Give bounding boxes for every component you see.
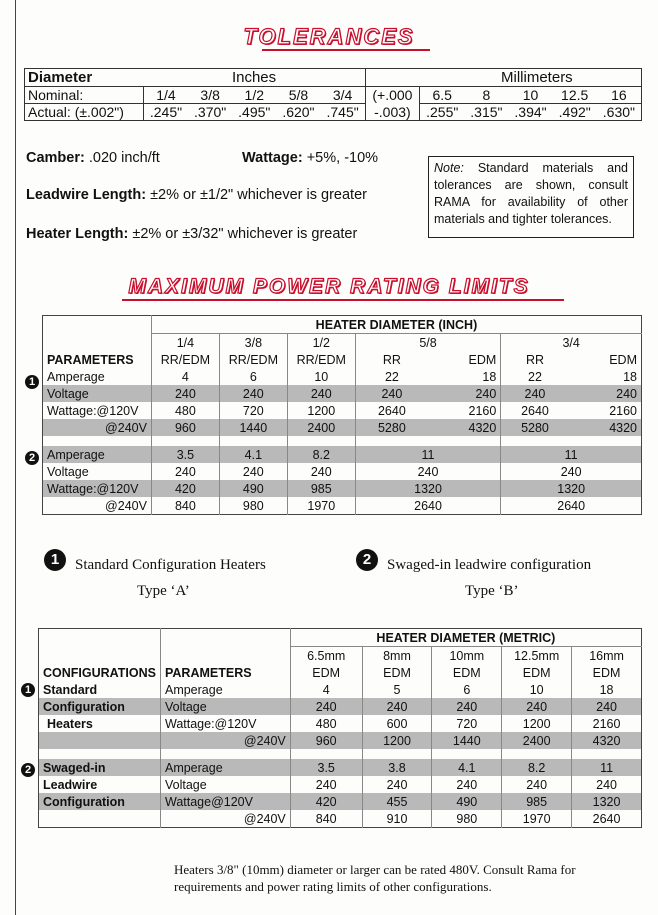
cell: 910 — [362, 810, 432, 828]
tol-actual-in: .495" — [232, 104, 276, 121]
cell: 240 — [572, 776, 642, 793]
wattage-value: +5%, -10% — [306, 150, 379, 166]
binding-line — [15, 0, 16, 915]
cell: 5280 — [355, 419, 428, 436]
cell: 11 — [501, 446, 642, 463]
config-a-line: Heaters — [47, 716, 93, 731]
inch-sub: EDM — [468, 352, 497, 367]
tol-actual-in: .245" — [143, 104, 188, 121]
tol-inches-label: Inches — [143, 69, 365, 87]
cell: 240 — [432, 698, 502, 715]
cell: 4320 — [428, 419, 501, 436]
config-b-line: Configuration — [39, 793, 161, 810]
cell: 985 — [502, 793, 572, 810]
cell: 1200 — [287, 402, 355, 419]
note-box — [428, 156, 634, 238]
cell: 18 — [572, 681, 642, 698]
row-label: Amperage — [160, 759, 290, 776]
legend-a-title: Standard Configuration Heaters — [75, 557, 266, 573]
cell: 8.2 — [502, 759, 572, 776]
cell: 4.1 — [219, 446, 287, 463]
cell: 240 — [362, 698, 432, 715]
cell: 5 — [362, 681, 432, 698]
cell: 490 — [432, 793, 502, 810]
cell: 960 — [290, 732, 362, 749]
cell: 2640 — [355, 497, 501, 515]
cell: 2160 — [468, 403, 497, 418]
row-label: Wattage:@120V — [43, 480, 152, 497]
tol-actual-mm: .630" — [597, 104, 642, 121]
metric-a-wattage240-row — [39, 732, 642, 749]
cell: 240 — [569, 385, 642, 402]
inch-params-label: PARAMETERS — [47, 352, 134, 367]
cell: 1970 — [502, 810, 572, 828]
tol-mm-tolerance-top: (+.000 — [365, 87, 419, 104]
config-b-line: Swaged-in — [39, 759, 161, 776]
tol-actual-in: .620" — [276, 104, 320, 121]
cell: 480 — [151, 402, 219, 419]
cell: 240 — [151, 463, 219, 480]
metric-size: 6.5mm — [290, 647, 362, 665]
cell: 240 — [355, 463, 501, 480]
cell: 11 — [572, 759, 642, 776]
cell: 1320 — [501, 480, 642, 497]
power-heading-underline — [122, 299, 564, 301]
tol-nominal-mm: 16 — [597, 87, 642, 104]
inch-sub: RR — [355, 351, 428, 368]
inch-table-title: HEATER DIAMETER (INCH) — [151, 316, 641, 334]
power-heading-text: MAXIMUM POWER RATING LIMITS — [128, 275, 530, 298]
cell: 22 — [501, 368, 569, 385]
inch-power-table — [42, 315, 642, 515]
cell: 240 — [151, 385, 219, 402]
cell: 985 — [287, 480, 355, 497]
tol-nominal-mm: 10 — [508, 87, 552, 104]
cell: 240 — [362, 776, 432, 793]
legend-b-title: Swaged-in leadwire configuration — [387, 557, 592, 573]
metric-sub: EDM — [432, 664, 502, 681]
marker-b-inch: 2 — [25, 451, 39, 465]
inch-sub: RR/EDM — [219, 351, 287, 368]
leadwire-label: Leadwire Length: — [26, 187, 147, 203]
cell: 6 — [432, 681, 502, 698]
cell: 10 — [287, 368, 355, 385]
cell: 2400 — [287, 419, 355, 436]
tol-nominal-in: 5/8 — [276, 87, 320, 104]
cell: 2640 — [501, 402, 569, 419]
cell: 11 — [355, 446, 501, 463]
row-label: Wattage:@120V — [160, 715, 290, 732]
camber-spec — [26, 150, 160, 166]
metric-size: 8mm — [362, 647, 432, 665]
cell: 18 — [482, 369, 497, 384]
inch-a-voltage-row — [43, 385, 642, 402]
tolerances-table — [24, 68, 642, 121]
metric-b-wattage240-row — [39, 810, 642, 828]
tol-actual-mm: .255" — [420, 104, 465, 121]
cell: 1320 — [355, 480, 501, 497]
cell: 2160 — [609, 403, 637, 418]
cell: 4.1 — [432, 759, 502, 776]
inch-size: 3/4 — [501, 334, 642, 352]
tol-actual-mm: .394" — [508, 104, 552, 121]
metric-configs-label: CONFIGURATIONS — [43, 665, 156, 680]
wattage-label: Wattage: — [242, 150, 303, 166]
tol-nominal-in: 3/8 — [188, 87, 232, 104]
metric-power-table — [38, 628, 642, 828]
note-label: Note: — [434, 161, 464, 175]
legend-marker-b: 2 — [356, 549, 378, 571]
row-label: Wattage:@120V — [47, 403, 139, 418]
metric-sub: EDM — [502, 664, 572, 681]
note-text: Standard materials and tolerances are shown, consult RAMA for availability of other materials and tighter tolerances. — [434, 161, 628, 226]
inch-b-voltage-row — [43, 463, 642, 480]
metric-sub: EDM — [290, 664, 362, 681]
metric-b-voltage-row — [39, 776, 642, 793]
cell: 4 — [290, 681, 362, 698]
inch-a-wattage240-row — [43, 419, 642, 436]
cell: 8.2 — [287, 446, 355, 463]
cell: 2640 — [501, 497, 642, 515]
tol-diameter-label: Diameter — [25, 69, 144, 87]
metric-a-voltage-row — [39, 698, 642, 715]
cell: 720 — [219, 402, 287, 419]
inch-b-wattage120-row — [43, 480, 642, 497]
cell: 10 — [502, 681, 572, 698]
inch-sub: RR/EDM — [151, 351, 219, 368]
legend-a-type: Type ‘A’ — [137, 583, 190, 599]
cell: 600 — [362, 715, 432, 732]
tol-nominal-row — [25, 87, 642, 104]
cell: 480 — [290, 715, 362, 732]
cell: 490 — [219, 480, 287, 497]
cell: 980 — [219, 497, 287, 515]
row-label: @240V — [105, 498, 147, 513]
cell: 3.5 — [290, 759, 362, 776]
cell: 240 — [501, 385, 569, 402]
inch-sub: EDM — [609, 352, 637, 367]
cell: 720 — [432, 715, 502, 732]
tolerances-heading-underline — [262, 49, 430, 51]
leadwire-spec — [26, 187, 367, 203]
metric-size: 16mm — [572, 647, 642, 665]
cell: 18 — [623, 369, 637, 384]
cell: 240 — [355, 385, 428, 402]
cell: 240 — [501, 463, 642, 480]
metric-a-wattage120-row — [39, 715, 642, 732]
tol-nominal-in: 1/4 — [143, 87, 188, 104]
inch-a-wattage120-row — [43, 402, 642, 419]
cell: 240 — [572, 698, 642, 715]
cell: 840 — [151, 497, 219, 515]
footnote: Heaters 3/8" (10mm) diameter or larger can be rated 480V. Consult Rama for requirements and power rating limits of other configurations. — [174, 862, 576, 894]
wattage-spec — [242, 150, 378, 166]
row-label: Amperage — [160, 681, 290, 698]
row-label: Amperage — [47, 369, 105, 384]
inch-size: 1/2 — [287, 334, 355, 352]
cell: 240 — [287, 463, 355, 480]
marker-a-inch: 1 — [25, 375, 39, 389]
power-heading — [0, 275, 658, 299]
cell: 240 — [290, 698, 362, 715]
tol-actual-mm: .492" — [553, 104, 597, 121]
tol-actual-in: .370" — [188, 104, 232, 121]
tol-mm-tolerance-bottom: -.003) — [365, 104, 419, 121]
inch-corner — [43, 316, 152, 334]
tol-nominal-in: 3/4 — [321, 87, 366, 104]
cell: 22 — [355, 368, 428, 385]
inch-b-wattage240-row — [43, 497, 642, 515]
inch-sub: RR — [501, 351, 569, 368]
inch-size: 3/8 — [219, 334, 287, 352]
cell: 240 — [428, 385, 501, 402]
row-label: Voltage — [43, 385, 152, 402]
cell: 4320 — [569, 419, 642, 436]
cell: 1970 — [287, 497, 355, 515]
cell: 3.8 — [362, 759, 432, 776]
cell: 2640 — [355, 402, 428, 419]
tol-nominal-mm: 8 — [464, 87, 508, 104]
tolerances-heading — [0, 24, 658, 50]
tol-nominal-mm: 12.5 — [553, 87, 597, 104]
metric-params-label: PARAMETERS — [160, 664, 290, 681]
inch-a-amperage-row — [43, 368, 642, 385]
cell: 980 — [432, 810, 502, 828]
row-label: Voltage — [47, 464, 89, 479]
inch-sub: RR/EDM — [287, 351, 355, 368]
heater-length-label: Heater Length: — [26, 226, 129, 242]
cell: 240 — [502, 698, 572, 715]
camber-value: .020 inch/ft — [88, 150, 160, 166]
cell: 240 — [219, 463, 287, 480]
cell: 4 — [151, 368, 219, 385]
tol-actual-in: .745" — [321, 104, 366, 121]
metric-table-title: HEATER DIAMETER (METRIC) — [290, 629, 641, 647]
row-label: @240V — [43, 419, 152, 436]
tol-actual-row — [25, 104, 642, 121]
row-label: @240V — [160, 810, 290, 828]
metric-sub-row — [39, 664, 642, 681]
tol-actual-mm: .315" — [464, 104, 508, 121]
cell: 420 — [151, 480, 219, 497]
cell: 240 — [502, 776, 572, 793]
cell: 960 — [151, 419, 219, 436]
row-label: Voltage — [160, 698, 290, 715]
metric-b-amperage-row — [39, 759, 642, 776]
metric-size-row — [39, 647, 642, 665]
cell: 240 — [432, 776, 502, 793]
cell: 1320 — [572, 793, 642, 810]
cell: 5280 — [501, 419, 569, 436]
cell: 4320 — [572, 732, 642, 749]
cell: 6 — [219, 368, 287, 385]
row-label: Amperage — [43, 446, 152, 463]
cell: 1440 — [219, 419, 287, 436]
config-b-line: Leadwire — [43, 777, 98, 792]
cell: 240 — [290, 776, 362, 793]
metric-size: 12.5mm — [502, 647, 572, 665]
inch-b-amperage-row — [43, 446, 642, 463]
marker-a-metric: 1 — [21, 683, 35, 697]
metric-size: 10mm — [432, 647, 502, 665]
tol-nominal-label: Nominal: — [25, 87, 144, 104]
cell: 1200 — [362, 732, 432, 749]
tol-nominal-mm: 6.5 — [420, 87, 465, 104]
tol-header-row — [25, 69, 642, 87]
cell: 240 — [287, 385, 355, 402]
inch-size-row — [43, 334, 642, 352]
heater-length-spec — [26, 226, 357, 242]
cell: 2160 — [572, 715, 642, 732]
metric-sub: EDM — [362, 664, 432, 681]
inch-sub-row — [43, 351, 642, 368]
row-label: Voltage — [160, 776, 290, 793]
legend-b-type: Type ‘B’ — [465, 583, 519, 599]
config-a-line: Configuration — [39, 698, 161, 715]
cell: 1200 — [502, 715, 572, 732]
tolerances-heading-text: TOLERANCES — [243, 24, 415, 49]
camber-label: Camber: — [26, 150, 85, 166]
tol-actual-label: Actual: (±.002") — [25, 104, 144, 121]
inch-size: 1/4 — [151, 334, 219, 352]
cell: 1440 — [432, 732, 502, 749]
cell: 455 — [362, 793, 432, 810]
metric-sub: EDM — [572, 664, 642, 681]
heater-length-value: ±2% or ±3/32" whichever is greater — [132, 226, 358, 242]
cell: 840 — [290, 810, 362, 828]
row-label: @240V — [160, 732, 290, 749]
marker-b-metric: 2 — [21, 763, 35, 777]
tol-millimeters-label: Millimeters — [365, 69, 641, 87]
cell: 2400 — [502, 732, 572, 749]
legend-marker-a: 1 — [44, 549, 66, 571]
cell: 240 — [219, 385, 287, 402]
leadwire-value: ±2% or ±1/2" whichever is greater — [150, 187, 367, 203]
tol-nominal-in: 1/2 — [232, 87, 276, 104]
cell: 3.5 — [151, 446, 219, 463]
metric-b-wattage120-row — [39, 793, 642, 810]
config-a-line: Standard — [43, 682, 98, 697]
row-label: Wattage@120V — [160, 793, 290, 810]
cell: 2640 — [572, 810, 642, 828]
metric-a-amperage-row — [39, 681, 642, 698]
cell: 420 — [290, 793, 362, 810]
inch-size: 5/8 — [355, 334, 501, 352]
